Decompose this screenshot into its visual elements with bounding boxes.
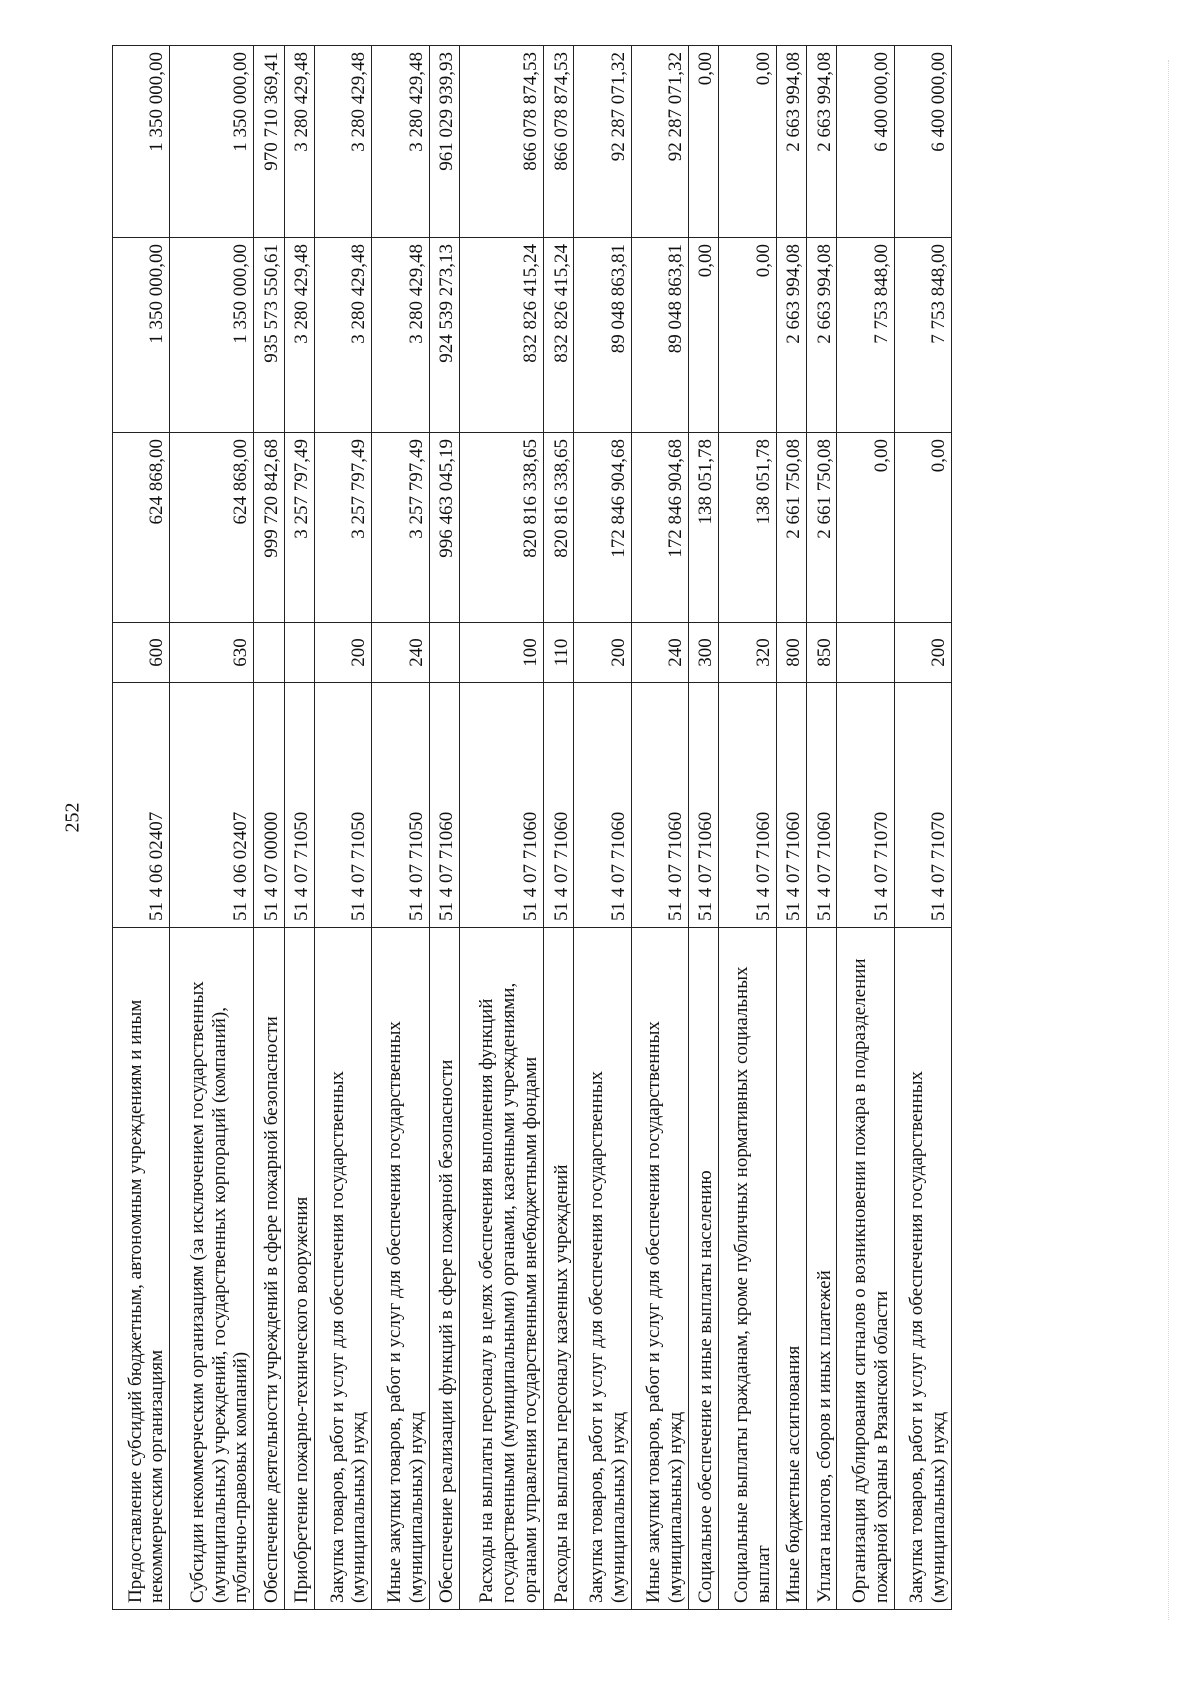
table-cell-code: 51 4 07 71070 [837, 683, 894, 928]
table-cell-v2: 89 048 863,81 [631, 238, 688, 433]
table-cell-v2: 89 048 863,81 [574, 238, 631, 433]
rotated-table-frame [112, 46, 952, 1610]
table-cell-name: Закупка товаров, работ и услуг для обеспечения государственных (муниципальных) нужд [315, 928, 372, 1610]
table-cell-name: Обеспечение реализации функций в сфере пожарной безопасности [429, 928, 459, 1610]
table-cell-name: Закупка товаров, работ и услуг для обеспечения государственных (муниципальных) нужд [894, 928, 951, 1610]
table-cell-code: 51 4 07 71060 [459, 683, 543, 928]
table-row [170, 46, 254, 1610]
table-cell-name: Уплата налогов, сборов и иных платежей [806, 928, 836, 1610]
table-row [459, 46, 543, 1610]
budget-table-body [113, 46, 952, 1610]
table-cell-v1: 172 846 904,68 [631, 433, 688, 623]
table-cell-v1: 3 257 797,49 [284, 433, 314, 623]
table-cell-v1: 3 257 797,49 [372, 433, 429, 623]
table-cell-code: 51 4 07 00000 [254, 683, 284, 928]
table-cell-v2: 3 280 429,48 [315, 238, 372, 433]
table-cell-code: 51 4 07 71060 [776, 683, 806, 928]
table-cell-name: Иные закупки товаров, работ и услуг для обеспечения государственных (муниципальных) нужд [631, 928, 688, 1610]
table-cell-v3: 92 287 071,32 [574, 46, 631, 238]
table-cell-name: Расходы на выплаты персоналу в целях обеспечения выполнения функций государственными (муниципальными) органами, казенными учреждениями, органами управления государственными внебюджетными фондами [459, 928, 543, 1610]
table-cell-v1: 996 463 045,19 [429, 433, 459, 623]
table-cell-type: 100 [459, 623, 543, 683]
table-cell-type: 300 [688, 623, 718, 683]
table-cell-v2: 3 280 429,48 [284, 238, 314, 433]
table-cell-name: Расходы на выплаты персоналу казенных учреждений [543, 928, 573, 1610]
table-cell-v3: 961 029 939,93 [429, 46, 459, 238]
table-cell-v2: 832 826 415,24 [543, 238, 573, 433]
table-cell-v3: 92 287 071,32 [631, 46, 688, 238]
table-row [574, 46, 631, 1610]
table-cell-type [429, 623, 459, 683]
page-number: 252 [61, 802, 84, 833]
table-cell-v3: 1 350 000,00 [113, 46, 170, 238]
table-cell-name: Иные бюджетные ассигнования [776, 928, 806, 1610]
table-row [254, 46, 284, 1610]
table-cell-v1: 3 257 797,49 [315, 433, 372, 623]
table-cell-code: 51 4 07 71050 [315, 683, 372, 928]
table-cell-v1: 820 816 338,65 [543, 433, 573, 623]
table-cell-type [254, 623, 284, 683]
table-cell-type [284, 623, 314, 683]
table-cell-code: 51 4 06 02407 [170, 683, 254, 928]
table-row [688, 46, 718, 1610]
table-row [284, 46, 314, 1610]
table-row [719, 46, 776, 1610]
table-cell-name: Приобретение пожарно-технического вооружения [284, 928, 314, 1610]
table-cell-v1: 624 868,00 [113, 433, 170, 623]
table-cell-type: 200 [315, 623, 372, 683]
table-cell-type [837, 623, 894, 683]
table-cell-name: Социальное обеспечение и иные выплаты населению [688, 928, 718, 1610]
table-cell-v2: 7 753 848,00 [894, 238, 951, 433]
table-cell-type: 850 [806, 623, 836, 683]
table-cell-v1: 624 868,00 [170, 433, 254, 623]
table-row [315, 46, 372, 1610]
table-row [894, 46, 951, 1610]
table-cell-code: 51 4 07 71060 [574, 683, 631, 928]
table-cell-type: 200 [894, 623, 951, 683]
budget-table [112, 45, 952, 1610]
table-cell-v1: 0,00 [837, 433, 894, 623]
table-cell-code: 51 4 07 71070 [894, 683, 951, 928]
table-row [631, 46, 688, 1610]
table-cell-v2: 1 350 000,00 [113, 238, 170, 433]
table-cell-v1: 172 846 904,68 [574, 433, 631, 623]
table-cell-name: Организация дублирования сигналов о возникновении пожара в подразделении пожарной охраны в Рязанской области [837, 928, 894, 1610]
table-cell-code: 51 4 06 02407 [113, 683, 170, 928]
scan-edge-artifact [1168, 60, 1175, 1620]
table-cell-v2: 2 663 994,08 [806, 238, 836, 433]
table-cell-type: 800 [776, 623, 806, 683]
table-cell-name: Закупка товаров, работ и услуг для обеспечения государственных (муниципальных) нужд [574, 928, 631, 1610]
table-row [429, 46, 459, 1610]
table-cell-v2: 832 826 415,24 [459, 238, 543, 433]
table-row [806, 46, 836, 1610]
table-cell-name: Социальные выплаты гражданам, кроме публичных нормативных социальных выплат [719, 928, 776, 1610]
table-cell-code: 51 4 07 71050 [284, 683, 314, 928]
table-cell-type: 630 [170, 623, 254, 683]
table-cell-type: 600 [113, 623, 170, 683]
table-cell-v1: 2 661 750,08 [776, 433, 806, 623]
table-cell-v2: 0,00 [688, 238, 718, 433]
table-cell-v1: 2 661 750,08 [806, 433, 836, 623]
table-cell-v1: 0,00 [894, 433, 951, 623]
table-cell-v2: 0,00 [719, 238, 776, 433]
table-cell-v3: 2 663 994,08 [776, 46, 806, 238]
table-cell-v3: 970 710 369,41 [254, 46, 284, 238]
table-cell-name: Предоставление субсидий бюджетным, автономным учреждениям и иным некоммерческим организациям [113, 928, 170, 1610]
table-cell-code: 51 4 07 71060 [543, 683, 573, 928]
table-cell-type: 240 [631, 623, 688, 683]
table-cell-v1: 138 051,78 [688, 433, 718, 623]
table-cell-code: 51 4 07 71060 [806, 683, 836, 928]
table-cell-v3: 1 350 000,00 [170, 46, 254, 238]
table-cell-v3: 6 400 000,00 [837, 46, 894, 238]
table-cell-v2: 1 350 000,00 [170, 238, 254, 433]
table-cell-v3: 3 280 429,48 [315, 46, 372, 238]
table-cell-v3: 3 280 429,48 [372, 46, 429, 238]
table-cell-v3: 6 400 000,00 [894, 46, 951, 238]
table-cell-name: Обеспечение деятельности учреждений в сфере пожарной безопасности [254, 928, 284, 1610]
table-cell-v3: 866 078 874,53 [459, 46, 543, 238]
table-cell-name: Субсидии некоммерческим организациям (за исключением государственных (муниципальных) учреждений, государственных корпораций (компаний), публично-правовых компаний) [170, 928, 254, 1610]
table-cell-v3: 866 078 874,53 [543, 46, 573, 238]
table-cell-type: 200 [574, 623, 631, 683]
table-cell-name: Иные закупки товаров, работ и услуг для обеспечения государственных (муниципальных) нужд [372, 928, 429, 1610]
table-cell-code: 51 4 07 71060 [719, 683, 776, 928]
table-cell-v2: 935 573 550,61 [254, 238, 284, 433]
table-row [837, 46, 894, 1610]
table-cell-type: 240 [372, 623, 429, 683]
table-cell-type: 320 [719, 623, 776, 683]
table-row [113, 46, 170, 1610]
table-cell-v1: 138 051,78 [719, 433, 776, 623]
table-cell-v1: 820 816 338,65 [459, 433, 543, 623]
table-cell-type: 110 [543, 623, 573, 683]
table-cell-v3: 0,00 [719, 46, 776, 238]
table-row [543, 46, 573, 1610]
table-cell-v2: 3 280 429,48 [372, 238, 429, 433]
table-cell-code: 51 4 07 71060 [429, 683, 459, 928]
table-cell-v2: 924 539 273,13 [429, 238, 459, 433]
table-cell-code: 51 4 07 71060 [688, 683, 718, 928]
table-cell-v3: 0,00 [688, 46, 718, 238]
table-cell-v3: 2 663 994,08 [806, 46, 836, 238]
table-row [776, 46, 806, 1610]
table-cell-code: 51 4 07 71050 [372, 683, 429, 928]
table-cell-v2: 7 753 848,00 [837, 238, 894, 433]
table-cell-v3: 3 280 429,48 [284, 46, 314, 238]
table-row [372, 46, 429, 1610]
table-cell-v1: 999 720 842,68 [254, 433, 284, 623]
table-cell-code: 51 4 07 71060 [631, 683, 688, 928]
table-cell-v2: 2 663 994,08 [776, 238, 806, 433]
